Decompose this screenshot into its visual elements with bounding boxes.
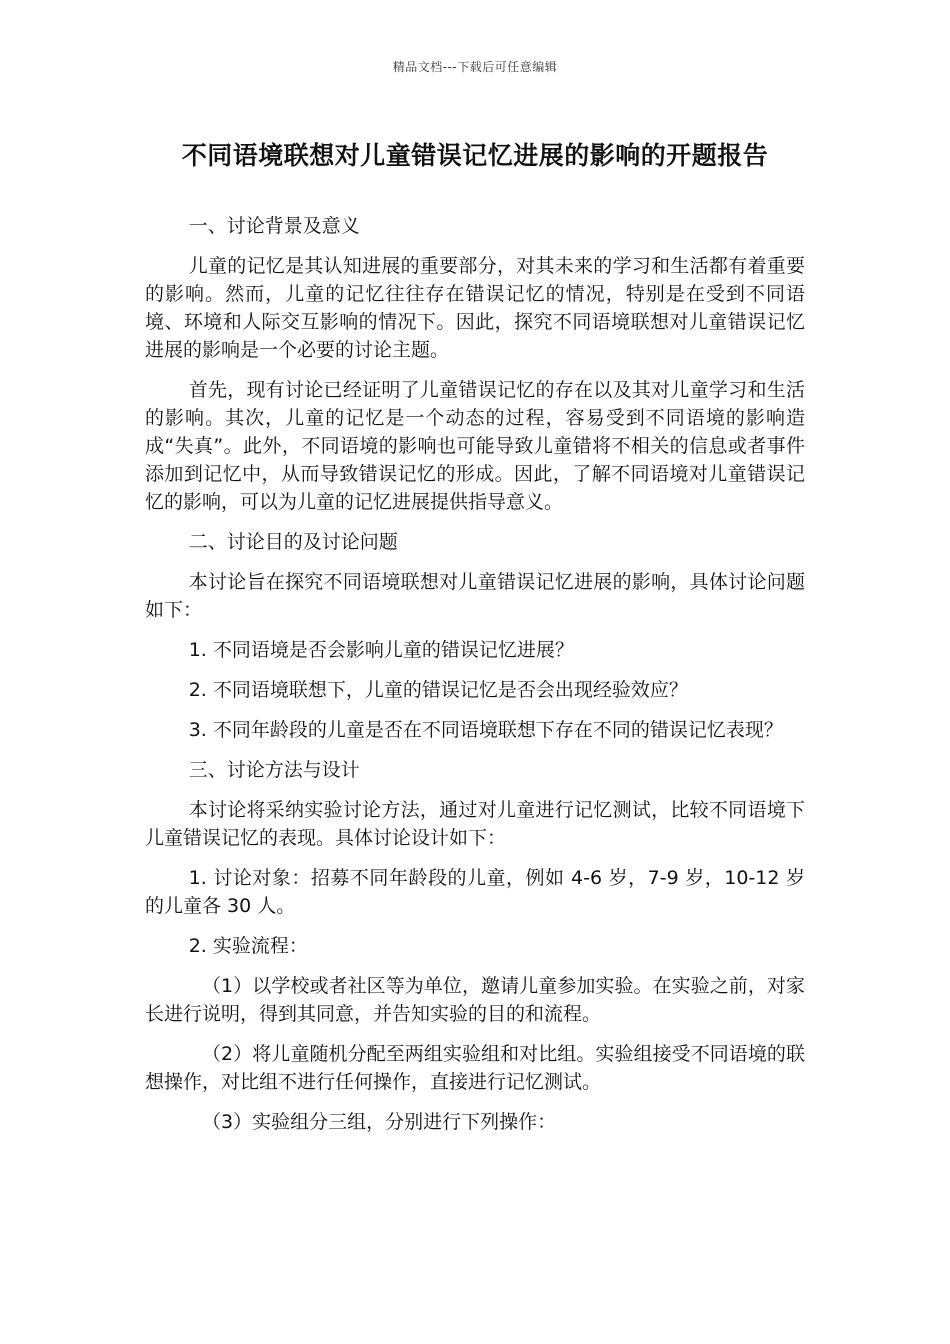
paragraph-background-1: 儿童的记忆是其认知进展的重要部分，对其未来的学习和生活都有着重要的影响。然而，儿童的记忆往往存在错误记忆的情况，特别是在受到不同语境、环境和人际交互影响的情况下。因此，探究不同语境联想对儿童错误记忆进展的影响是一个必要的讨论主题。 — [145, 255, 805, 361]
paragraph-purpose-intro: 本讨论旨在探究不同语境联想对儿童错误记忆进展的影响，具体讨论问题如下： — [145, 571, 805, 621]
header-note: 精品文档---下载后可任意编辑 — [392, 60, 558, 74]
paragraph-method-intro: 本讨论将采纳实验讨论方法，通过对儿童进行记忆测试，比较不同语境下儿童错误记忆的表现。具体讨论设计如下： — [145, 799, 805, 849]
list-item-procedure: 2. 实验流程： — [188, 935, 308, 957]
page-title: 不同语境联想对儿童错误记忆进展的影响的开题报告 — [181, 141, 769, 170]
list-item-procedure-step-1: （1）以学校或者社区等为单位，邀请儿童参加实验。在实验之前，对家长进行说明，得到其同意，并告知实验的目的和流程。 — [145, 975, 805, 1025]
list-item-question-3: 3. 不同年龄段的儿童是否在不同语境联想下存在不同的错误记忆表现？ — [188, 719, 783, 741]
paragraph-background-2: 首先，现有讨论已经证明了儿童错误记忆的存在以及其对儿童学习和生活的影响。其次，儿童的记忆是一个动态的过程，容易受到不同语境的影响造成“失真”。此外，不同语境的影响也可能导致儿童错将不相关的信息或者事件添加到记忆中，从而导致错误记忆的形成。因此，了解不同语境对儿童错误记忆的影响，可以为儿童的记忆进展提供指导意义。 — [145, 379, 805, 513]
list-item-procedure-step-3: （3）实验组分三组，分别进行下列操作： — [202, 1111, 557, 1133]
list-item-procedure-step-2: （2）将儿童随机分配至两组实验组和对比组。实验组接受不同语境的联想操作，对比组不进行任何操作，直接进行记忆测试。 — [145, 1043, 805, 1093]
list-item-question-1: 1. 不同语境是否会影响儿童的错误记忆进展？ — [188, 639, 574, 661]
section-heading-purpose: 二、讨论目的及讨论问题 — [188, 531, 398, 553]
section-heading-method: 三、讨论方法与设计 — [188, 759, 360, 781]
section-heading-background: 一、讨论背景及意义 — [188, 215, 360, 237]
list-item-question-2: 2. 不同语境联想下，儿童的错误记忆是否会出现经验效应？ — [188, 679, 688, 701]
document-body — [145, 210, 805, 1148]
list-item-subjects: 1. 讨论对象：招募不同年龄段的儿童，例如 4-6 岁，7-9 岁，10-12 岁的儿童各 30 人。 — [145, 867, 805, 917]
